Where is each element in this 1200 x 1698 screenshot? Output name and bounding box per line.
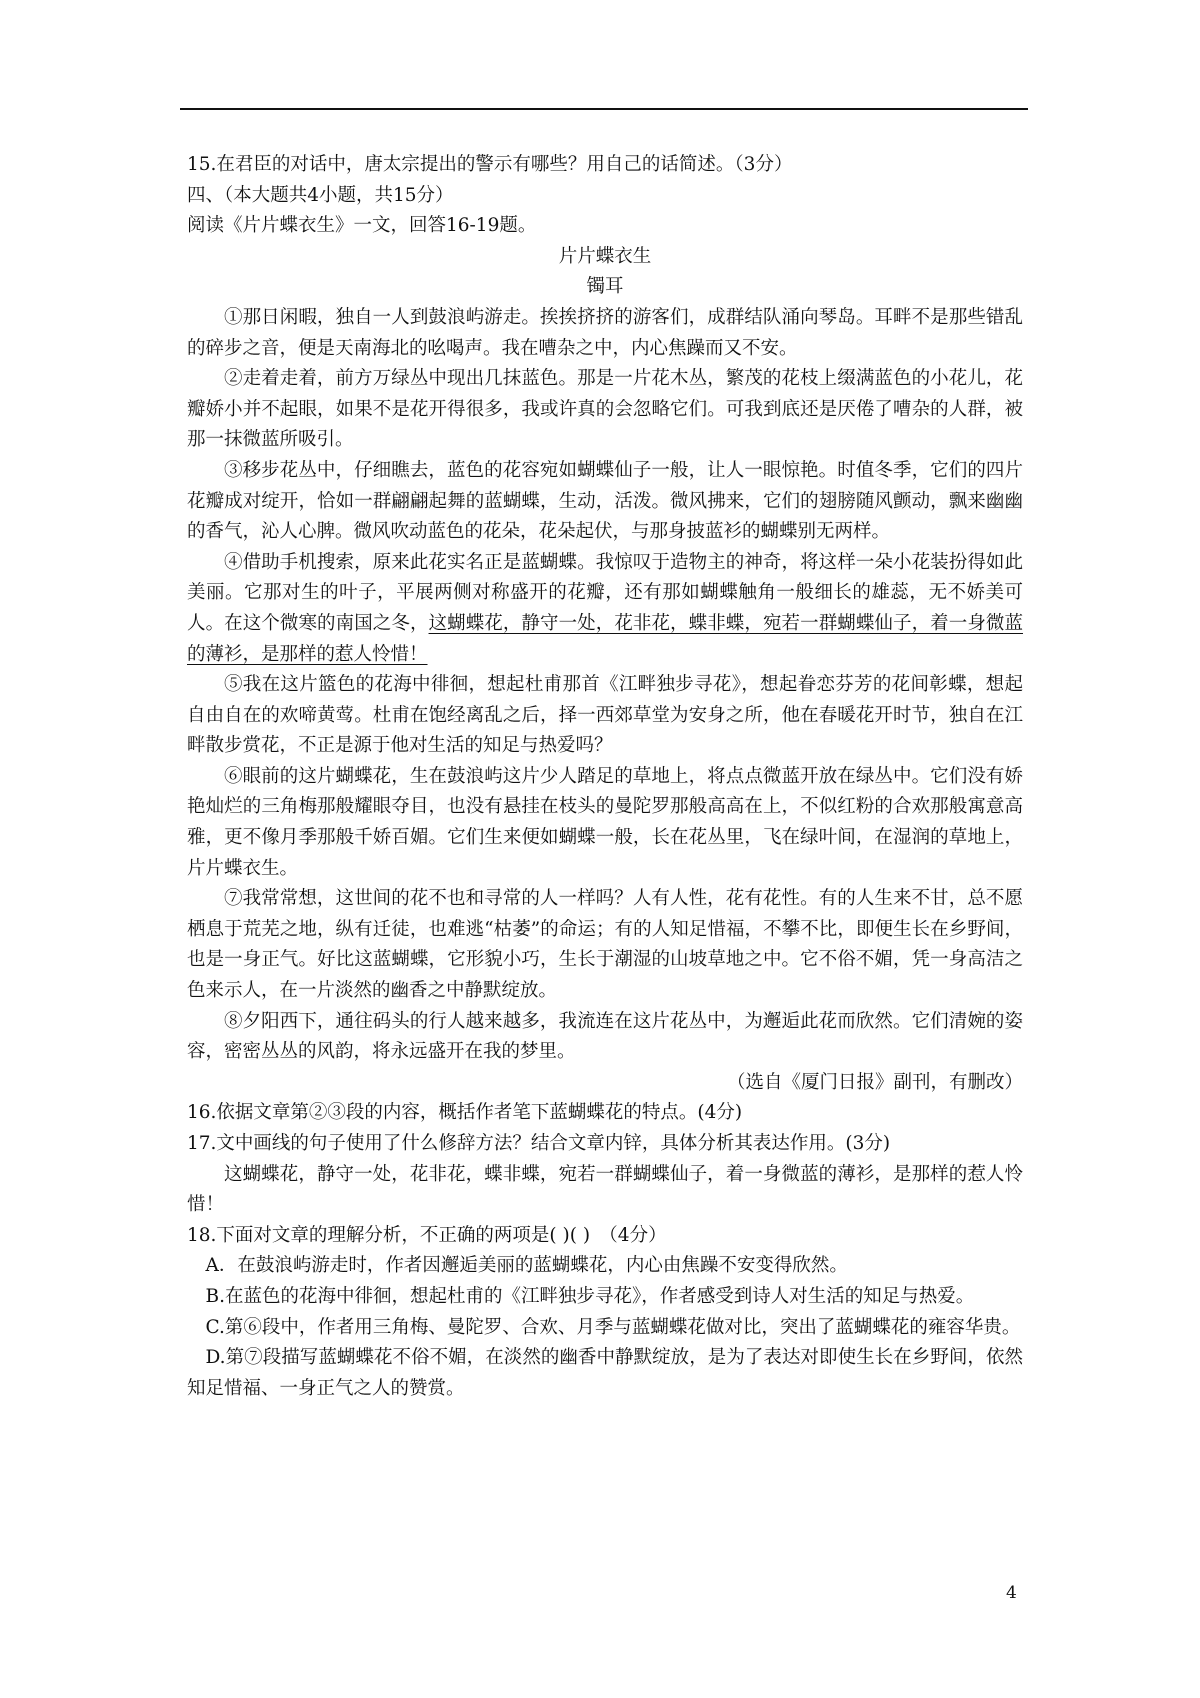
article-paragraph-3: ③移步花丛中，仔细瞧去，蓝色的花容宛如蝴蝶仙子一般，让人一眼惊艳。时值冬季，它们的四片花瓣成对绽开，恰如一群翩翩起舞的蓝蝴蝶，生动，活泼。微风拂来，它们的翅膀随风颤动，飘来幽幽的香气，沁人心脾。微风吹动蓝色的花朵，花朵起伏，与那身披蓝衫的蝴蝶别无两样。 — [187, 459, 1023, 543]
question-15: 15.在君臣的对话中，唐太宗提出的警示有哪些？用自己的话简述。（3分） — [187, 154, 793, 175]
question-17-quote: 这蝴蝶花，静守一处，花非花，蝶非蝶，宛若一群蝴蝶仙子，着一身微蓝的薄衫，是那样的惹人怜惜！ — [187, 1163, 1023, 1216]
paragraph-4-text: ④借助手机搜索，原来此花实名正是蓝蝴蝶。我惊叹于造物主的神奇，将这样一朵小花装扮得如此美丽。它那对生的叶子，平展两侧对称盛开的花瓣，还有那如蝴蝶触角一般细长的雄蕊，无不娇美可人。在这个微寒的南国之冬， — [187, 551, 1023, 634]
article-paragraph-1: ①那日闲暇，独自一人到鼓浪屿游走。挨挨挤挤的游客们，成群结队涌向琴岛。耳畔不是那些错乱的碎步之音，便是天南海北的吆喝声。我在嘈杂之中，内心焦躁而又不安。 — [187, 306, 1023, 359]
question-16: 16.依据文章第②③段的内容，概括作者笔下蓝蝴蝶花的特点。(4分) — [187, 1102, 743, 1124]
article-title: 片片蝶衣生 — [558, 245, 652, 267]
article-source: （选自《厦门日报》副刊，有删改） — [726, 1071, 1023, 1093]
article-paragraph-4 — [187, 548, 1023, 670]
question-18: 18.下面对文章的理解分析，不正确的两项是( )( ) （4分） — [187, 1224, 667, 1246]
question-17: 17.文中画线的句子使用了什么修辞方法？结合文章内锌，具体分析其表达作用。(3分) — [187, 1133, 891, 1154]
option-d: D.第⑦段描写蓝蝴蝶花不俗不媚，在淡然的幽香中静默绽放，是为了表达对即使生长在乡野间，依然知足惜福、一身正气之人的赞赏。 — [187, 1347, 1023, 1399]
article-paragraph-5: ⑤我在这片篮色的花海中徘徊，想起杜甫那首《江畔独步寻花》，想起眷恋芬芳的花间彰蝶，想起自由自在的欢啼黄莺。杜甫在饱经离乱之后，择一西郊草堂为安身之所，他在春暖花开时节，独自在江畔散步赏花，不正是源于他对生活的知足与热爱吗？ — [187, 674, 1023, 757]
header-rule — [180, 108, 1028, 110]
article-paragraph-7: ⑦我常常想，这世间的花不也和寻常的人一样吗？人有人性，花有花性。有的人生来不甘，总不愿栖息于荒芜之地，纵有迁徒，也难逃“枯萎”的命运；有的人知足惜福，不攀不比，即便生长在乡野间，也是一身正气。好比这蓝蝴蝶，它形貌小巧，生长于潮湿的山坡草地之中。它不俗不媚，凭一身高洁之色来示人，在一片淡然的幽香之中静默绽放。 — [187, 888, 1023, 1002]
article-author: 镯耳 — [586, 276, 624, 298]
reading-instruction: 阅读《片片蝶衣生》一文，回答16-19题。 — [187, 215, 537, 237]
article-paragraph-2: ②走着走着，前方万绿丛中现出几抹蓝色。那是一片花木丛，繁茂的花枝上缀满蓝色的小花儿，花瓣娇小并不起眼，如果不是花开得很多，我或许真的会忽略它们。可我到底还是厌倦了嘈杂的人群，被那一抹微蓝所吸引。 — [187, 368, 1023, 451]
option-b: B.在蓝色的花海中徘徊，想起杜甫的《江畔独步寻花》，作者感受到诗人对生活的知足与热爱。 — [205, 1285, 975, 1307]
option-a: A．在鼓浪屿游走时，作者因邂逅美丽的蓝蝴蝶花，内心由焦躁不安变得欣然。 — [205, 1255, 848, 1277]
underlined-sentence: 这蝴蝶花，静守一处，花非花，蝶非蝶，宛若一群蝴蝶仙子，着一身微蓝的薄衫，是那样的惹人怜惜！ — [187, 612, 1023, 665]
article-paragraph-8: ⑧夕阳西下，通往码头的行人越来越多，我流连在这片花丛中，为邂逅此花而欣然。它们清婉的姿容，密密丛丛的风韵，将永远盛开在我的梦里。 — [187, 1010, 1023, 1063]
section-heading: 四、（本大题共4小题，共15分） — [187, 184, 454, 206]
page-number: 4 — [1006, 1583, 1017, 1603]
option-c: C.第⑥段中，作者用三角梅、曼陀罗、合欢、月季与蓝蝴蝶花做对比，突出了蓝蝴蝶花的雍容华贵。 — [205, 1316, 1021, 1338]
exam-page-content — [187, 150, 1023, 1404]
article-paragraph-6: ⑥眼前的这片蝴蝶花，生在鼓浪屿这片少人踏足的草地上，将点点微蓝开放在绿丛中。它们没有娇艳灿烂的三角梅那般耀眼夺目，也没有悬挂在枝头的曼陀罗那般高高在上，不似红粉的合欢那般寓意高雅，更不像月季那般千娇百媚。它们生来便如蝴蝶一般，长在花丛里，飞在绿叶间，在湿润的草地上，片片蝶衣生。 — [187, 765, 1023, 879]
